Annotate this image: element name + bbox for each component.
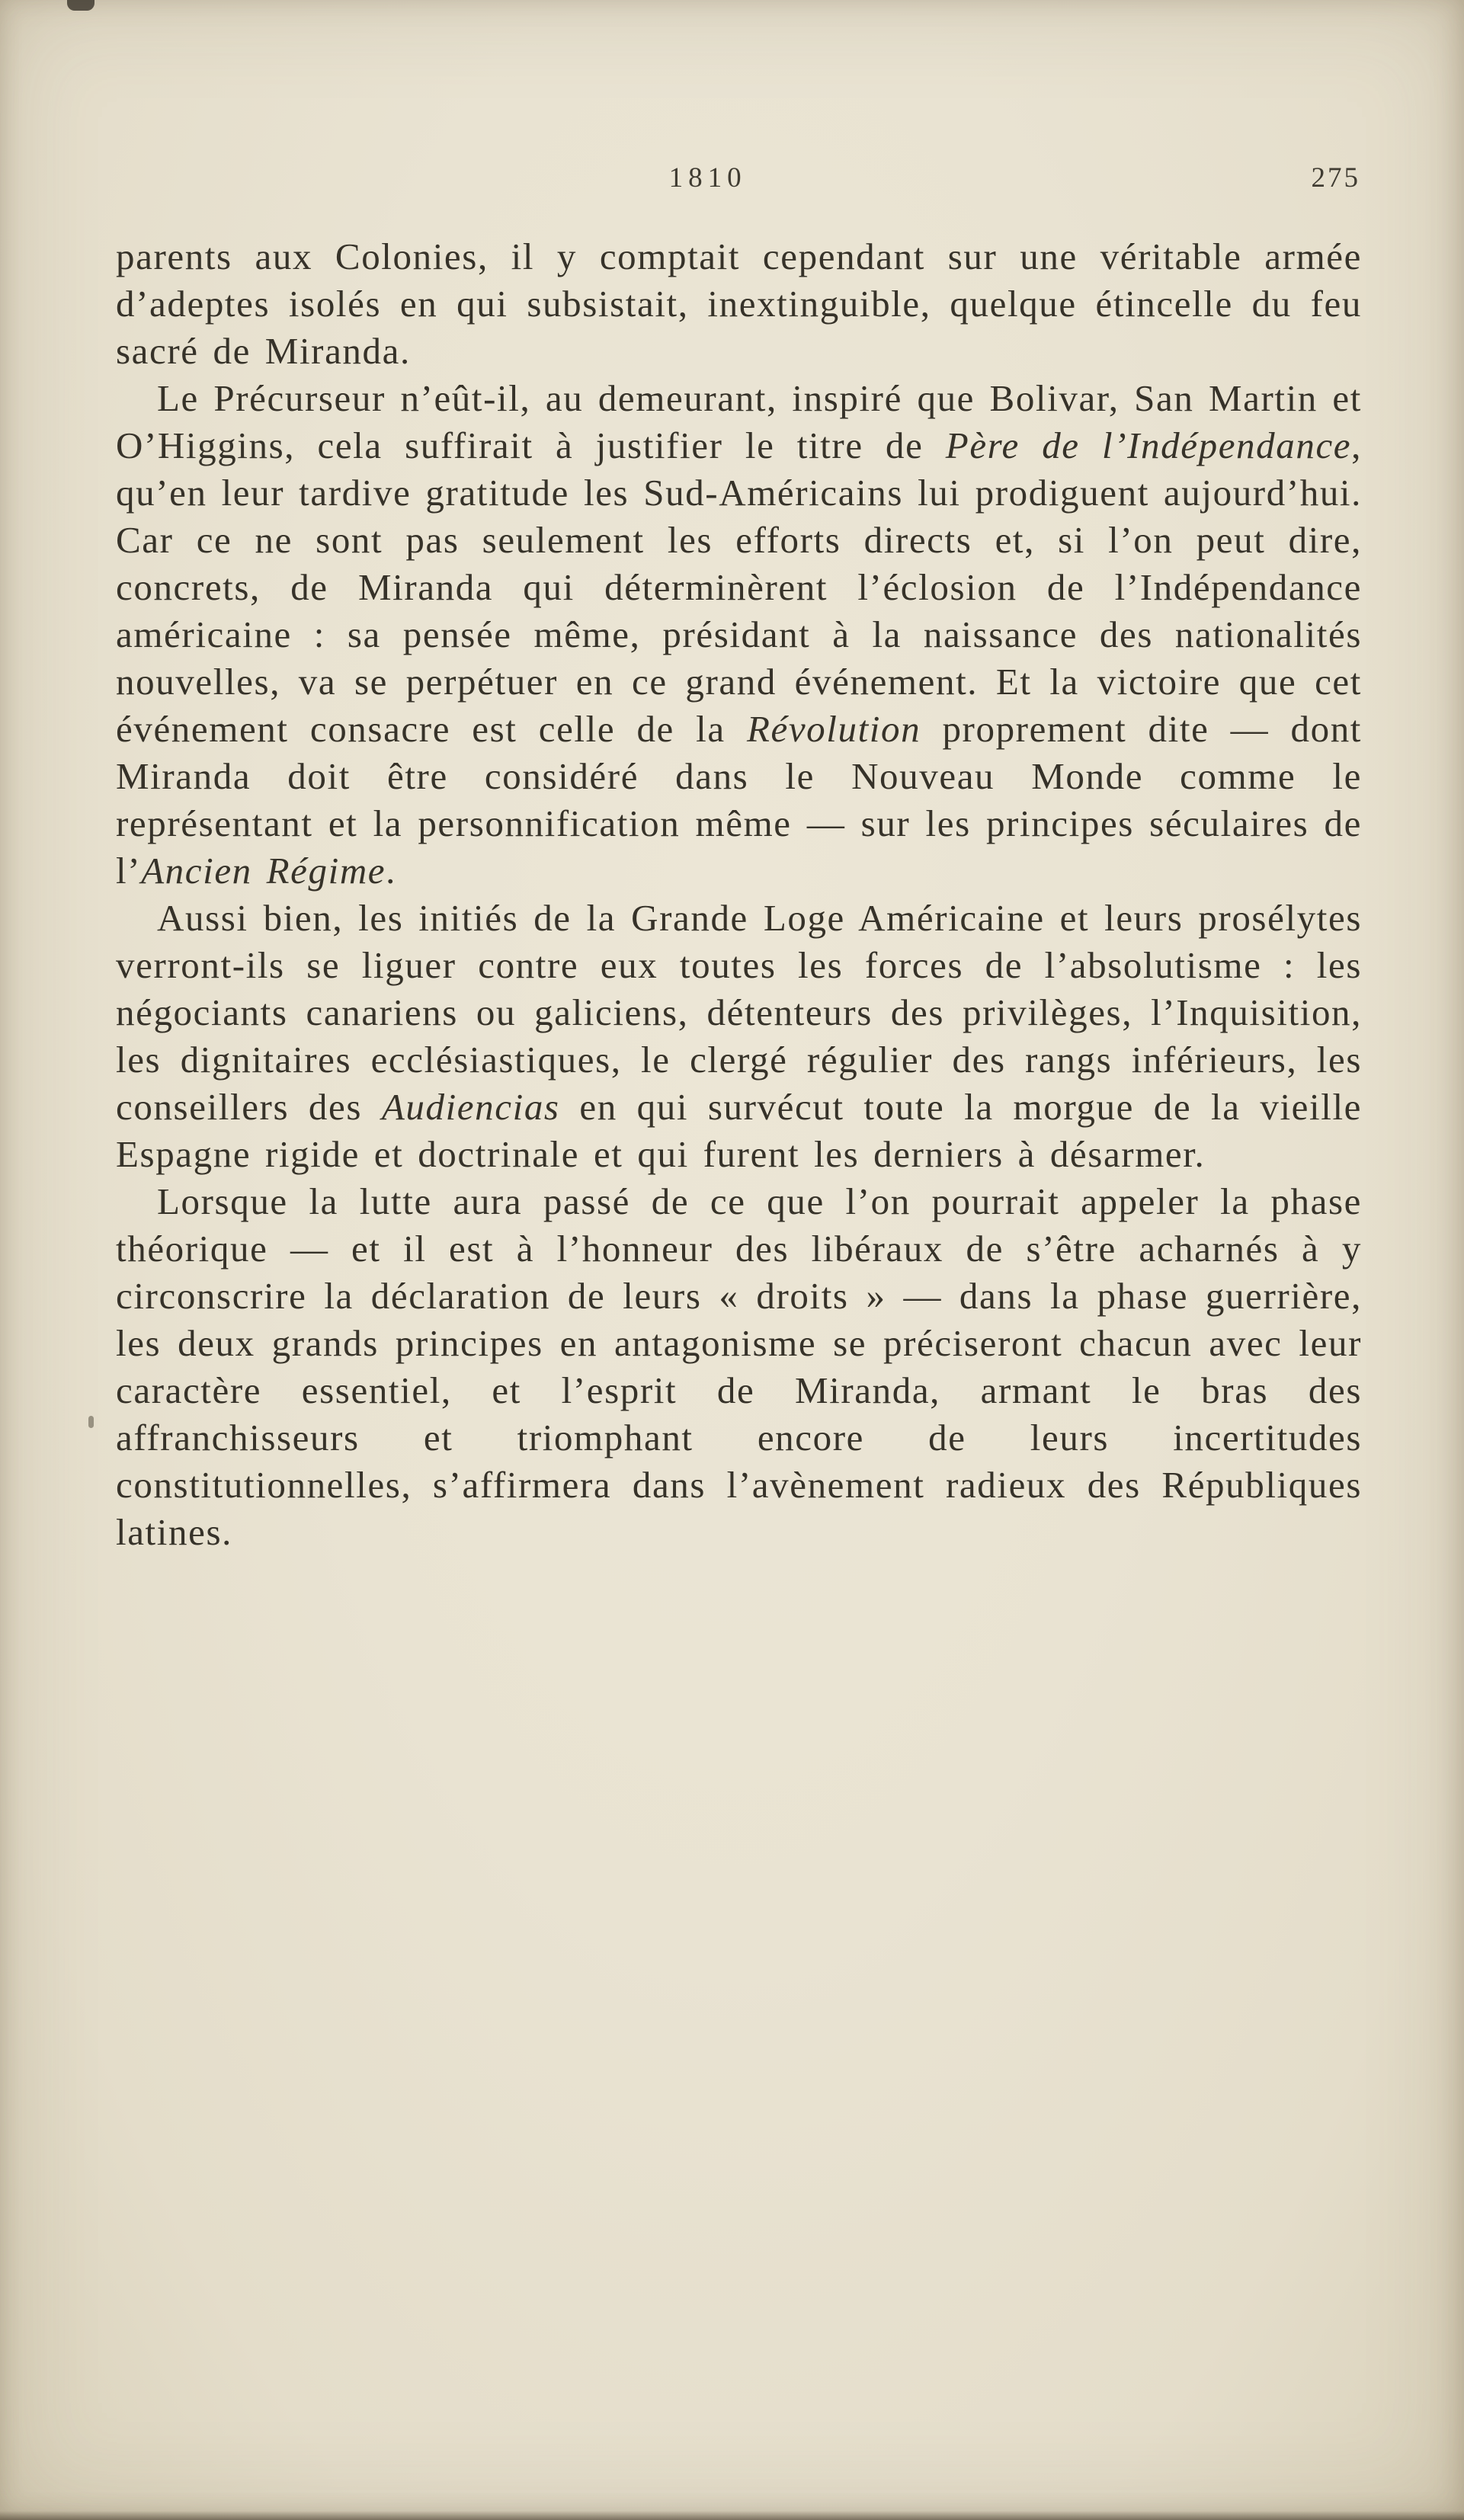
body-text: Lorsque la lutte aura passé de ce que l’on pourrait appeler la phase théorique — et il est à l’honneur des libéraux de s’être acharnés à y circonscrire la déclaration de leurs « droits » — dans la phase guerrière, les deux grands principes en antagonisme se préciseront chacun avec leur caractère essentiel, et l’esprit de Miranda, armant le bras des affranchisseurs et triomphant encore de leurs incertitudes constitutionnelles, s’affirmera dans l’avènement radieux des Républiques latines.: [116, 1180, 1362, 1553]
paragraph: [116, 1178, 1362, 1556]
text-block: [116, 233, 1362, 1556]
paragraph: [116, 375, 1362, 895]
page-corner-mark: [67, 0, 95, 11]
running-head-year: 1810: [668, 162, 747, 194]
paper-speck: [88, 1416, 94, 1428]
body-text: parents aux Colonies, il y comptait cependant sur une véritable armée d’adeptes isolés en qui subsistait, inextinguible, quelque étincelle du feu sacré de Miranda.: [116, 235, 1362, 372]
paragraph: [116, 895, 1362, 1178]
page-number: 275: [1311, 162, 1360, 194]
body-text: .: [386, 850, 397, 892]
italic-text: Ancien Régime: [141, 850, 386, 892]
body-text: en qui survécut toute la morgue de la vieille Espagne rigide et doctrinale et qui furent les derniers à désarmer.: [116, 1086, 1362, 1175]
page-bottom-edge-shadow: [0, 2511, 1464, 2520]
italic-text: Père de l’Indépendance: [945, 424, 1352, 466]
body-text: Le Précurseur n’eût-il, au demeurant, inspiré que Bolivar, San Martin et O’Higgins, cela suffirait à justifier le titre de: [116, 377, 1362, 466]
body-text: proprement dite — dont Miranda doit être considéré dans le Nouveau Monde comme le représentant et la personnification même — sur les principes séculaires de l’: [116, 708, 1363, 892]
body-text: Aussi bien, les initiés de la Grande Loge Américaine et leurs prosélytes verront-ils se liguer contre eux toutes les forces de l’absolutisme : les négociants canariens ou galiciens, détenteurs des privilèges, l’Inquisition, les dignitaires ecclésiastiques, le clergé régulier des rangs inférieurs, les conseillers des: [116, 897, 1362, 1128]
body-text: , qu’en leur tardive gratitude les Sud-Américains lui prodiguent aujourd’hui. Car ce ne sont pas seulement les efforts directs et, si l’on peut dire, concrets, de Miranda qui déterminèrent l’éclosion de l’Indépendance américaine : sa pensée même, présidant à la naissance des nationalités nouvelles, va se perpétuer en ce grand événement. Et la victoire que cet événement consacre est celle de la: [116, 424, 1362, 750]
paragraph: [116, 233, 1362, 375]
italic-text: Révolution: [746, 708, 921, 750]
running-header: [116, 162, 1362, 201]
italic-text: Audiencias: [381, 1086, 560, 1128]
